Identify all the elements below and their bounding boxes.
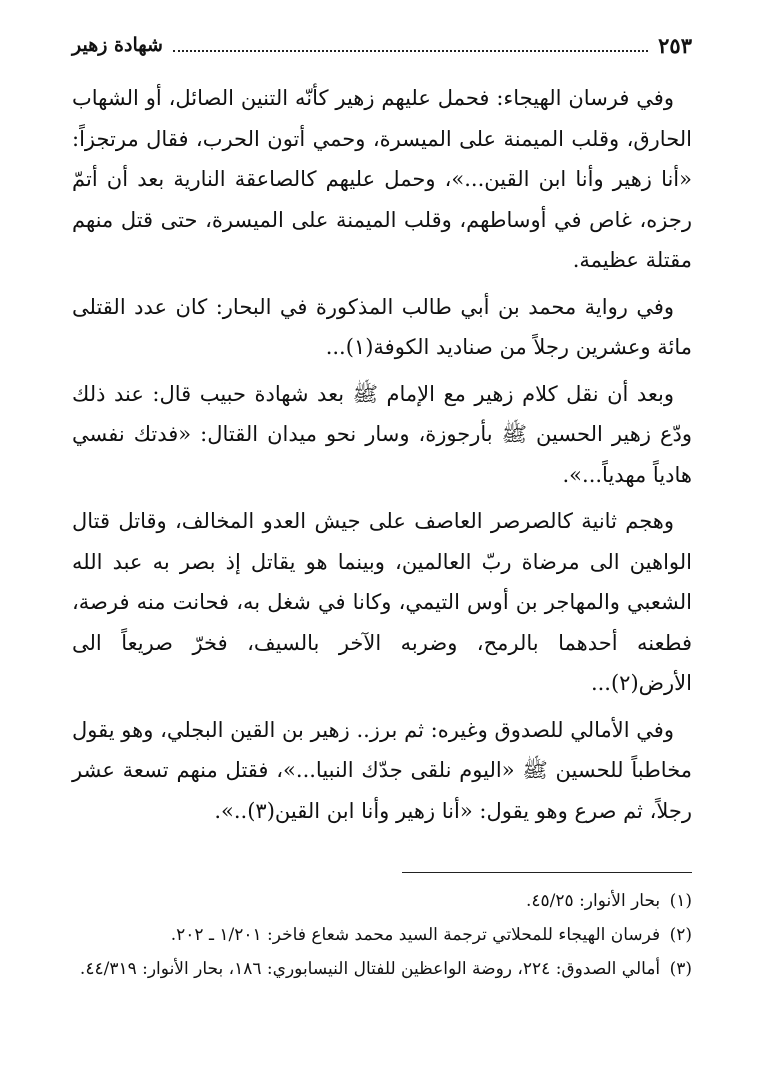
footnote-text: بحار الأنوار: ٤٥/٢٥.	[526, 891, 661, 911]
footnotes	[72, 884, 692, 986]
footnote-marker: (١)	[669, 891, 692, 911]
body-text	[72, 78, 692, 837]
paragraph: وهجم ثانية كالصرصر العاصف على جيش العدو المخالف، وقاتل قتال الواهين الى مرضاة ربّ العالمين، وبينما هو يقاتل إذ بصر به عبد الله الشعبي والمهاجر بن أوس التيمي، وكانا في شغل به، فحانت منه فرصة، فطعنه أحدهما بالرمح، وضربه الآخر بالسيف، فخرّ صريعاً الى الأرض(٢)...	[72, 509, 692, 695]
paragraph: وفي الأمالي للصدوق وغيره: ثم برز.. زهير بن القين البجلي، وهو يقول مخاطباً للحسين ﷺ «اليوم نلقى جدّك النبيا...»، فقتل منهم تسعة عشر رجلاً، ثم صرع وهو يقول: «أنا زهير وأنا ابن القين(٣)..».	[72, 717, 692, 823]
paragraph: وفي رواية محمد بن أبي طالب المذكورة في البحار: كان عدد القتلى مائة وعشرين رجلاً من صناديد الكوفة(١)...	[72, 294, 692, 359]
running-header	[72, 28, 692, 62]
footnote	[72, 952, 692, 986]
page-number: ٢٥٣	[658, 32, 692, 58]
footnote-text: أمالي الصدوق: ٢٢٤، روضة الواعظين للفتال النيسابوري: ١٨٦، بحار الأنوار: ٤٤/٣١٩.	[79, 959, 661, 979]
footnote-marker: (٣)	[669, 959, 692, 979]
footnote	[72, 918, 692, 952]
footnote-separator	[402, 872, 692, 873]
footnote	[72, 884, 692, 918]
header-dot-leader	[173, 50, 648, 52]
paragraph: وفي فرسان الهيجاء: فحمل عليهم زهير كأنّه التنين الصائل، أو الشهاب الحارق، وقلب الميمنة على الميسرة، وحمي أتون الحرب، فقال مرتجزاً: «أنا زهير وأنا ابن القين...»، وحمل عليهم كالصاعقة النارية بعد أن أتمّ رجزه، غاص في أوساطهم، وقلب الميمنة على الميسرة، حتى قتل منهم مقتلة عظيمة.	[72, 86, 692, 272]
paragraph: وبعد أن نقل كلام زهير مع الإمام ﷺ بعد شهادة حبيب قال: عند ذلك ودّع زهير الحسين ﷺ بأرجوزة، وسار نحو ميدان القتال: «فدتك نفسي هادياً مهدياً...».	[72, 381, 692, 487]
footnote-text: فرسان الهيجاء للمحلاتي ترجمة السيد محمد شعاع فاخر: ١/٢٠١ ـ ٢٠٢.	[170, 925, 661, 945]
footnote-marker: (٢)	[669, 925, 692, 945]
chapter-title: شهادة زهير	[72, 34, 163, 56]
